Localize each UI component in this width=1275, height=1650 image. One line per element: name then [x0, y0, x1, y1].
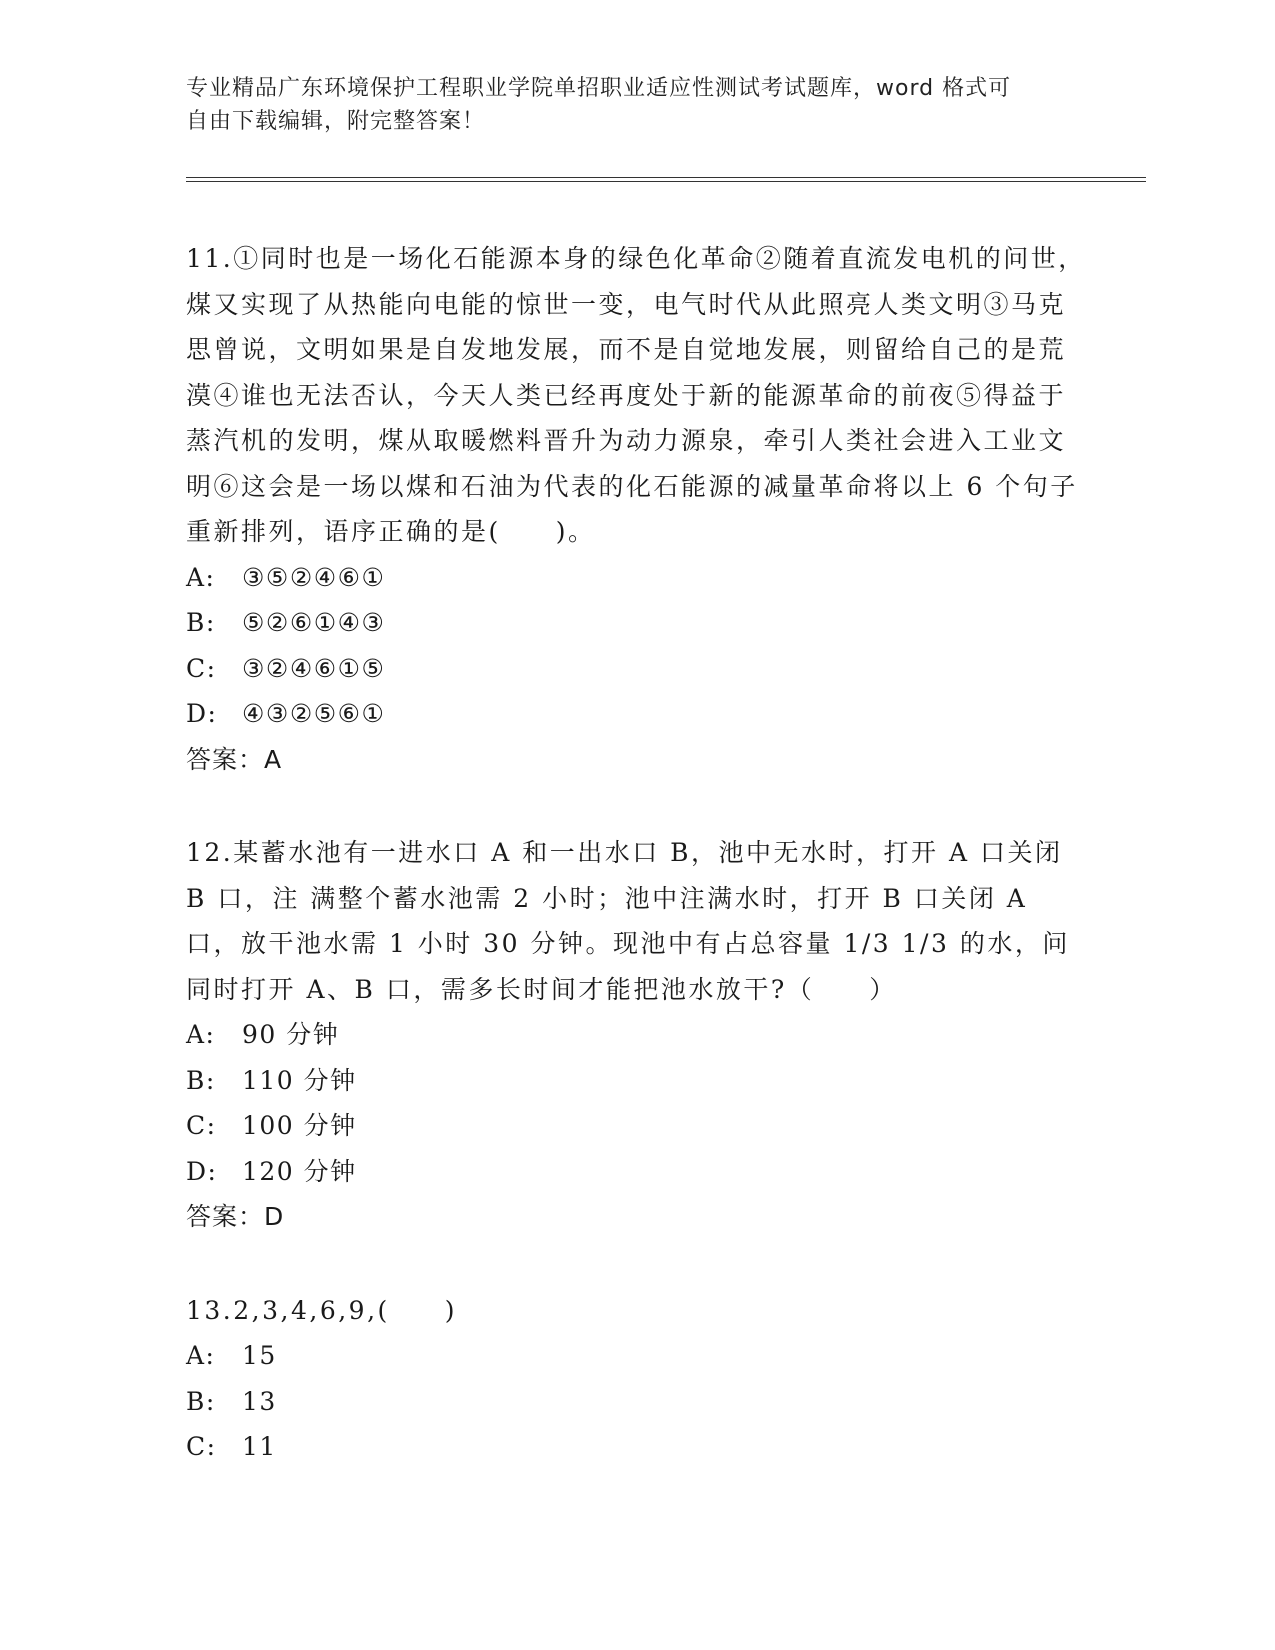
- header-line-1: 专业精品广东环境保护工程职业学院单招职业适应性测试考试题库，word 格式可: [186, 76, 1012, 101]
- option-letter: B:: [186, 608, 216, 637]
- option-text: 13: [242, 1386, 277, 1416]
- option-letter: B:: [186, 1386, 216, 1416]
- question-text: 13.2,3,4,6,9,( ): [186, 1295, 458, 1325]
- option-text: 15: [242, 1341, 277, 1370]
- option-c: [186, 646, 1086, 692]
- question-text: 12.某蓄水池有一进水口 A 和一出水口 B，池中无水时，打开 A 口关闭 B 口，注 满整个蓄水池需 2 小时；池中注满水时，打开 B 口关闭 A 口，放干池水需 1 小时 30 分钟。现池中有占总容量 1/3 1/3 的水，问同时打开 A、B 口，需多长时间才能把池水放干?（ ）: [186, 838, 1070, 1004]
- option-letter: A:: [186, 1020, 216, 1049]
- option-text: ③②④⑥①⑤: [242, 653, 386, 683]
- option-letter: C:: [186, 653, 217, 683]
- question-11: [186, 236, 1086, 782]
- option-a: [186, 555, 1086, 601]
- option-d: [186, 691, 1086, 737]
- option-text: 100 分钟: [242, 1111, 357, 1140]
- option-text: 90 分钟: [242, 1020, 340, 1049]
- option-b: [186, 1379, 1086, 1425]
- option-a: [186, 1012, 1086, 1058]
- option-text: ④③②⑤⑥①: [242, 699, 386, 728]
- option-text: ⑤②⑥①④③: [242, 608, 386, 637]
- option-letter: C:: [186, 1111, 217, 1140]
- document-header: [186, 72, 1066, 138]
- option-text: 110 分钟: [242, 1065, 357, 1095]
- option-c: [186, 1424, 1086, 1470]
- option-c: [186, 1103, 1086, 1149]
- option-letter: A:: [186, 562, 216, 592]
- header-line-2: 自由下载编辑，附完整答案！: [186, 109, 486, 134]
- option-b: [186, 1058, 1086, 1104]
- answer-line: 答案：D: [186, 1202, 285, 1231]
- question-13: [186, 1288, 1086, 1470]
- option-letter: B:: [186, 1065, 216, 1095]
- question-text: 11.①同时也是一场化石能源本身的绿色化革命②随着直流发电机的问世，煤又实现了从热能向电能的惊世一变，电气时代从此照亮人类文明③马克思曾说，文明如果是自发地发展，而不是自觉地发展，则留给自己的是荒漠④谁也无法否认，今天人类已经再度处于新的能源革命的前夜⑤得益于蒸汽机的发明，煤从取暖燃料晋升为动力源泉，牵引人类社会进入工业文明⑥这会是一场以煤和石油为代表的化石能源的减量革命将以上 6 个句子重新排列，语序正确的是( )。: [186, 244, 1086, 546]
- answer-line: 答案：A: [186, 744, 283, 774]
- option-letter: C:: [186, 1432, 217, 1461]
- option-text: 11: [242, 1432, 277, 1461]
- option-letter: D:: [186, 699, 218, 728]
- option-text: ③⑤②④⑥①: [242, 562, 386, 592]
- option-letter: A:: [186, 1341, 216, 1370]
- option-b: [186, 600, 1086, 646]
- option-a: [186, 1333, 1086, 1379]
- question-12: [186, 830, 1086, 1240]
- question-list: [186, 236, 1086, 1518]
- header-divider-top: [186, 177, 1146, 178]
- option-d: [186, 1149, 1086, 1195]
- header-divider-bottom: [186, 181, 1146, 182]
- option-letter: D:: [186, 1156, 218, 1186]
- option-text: 120 分钟: [242, 1156, 357, 1186]
